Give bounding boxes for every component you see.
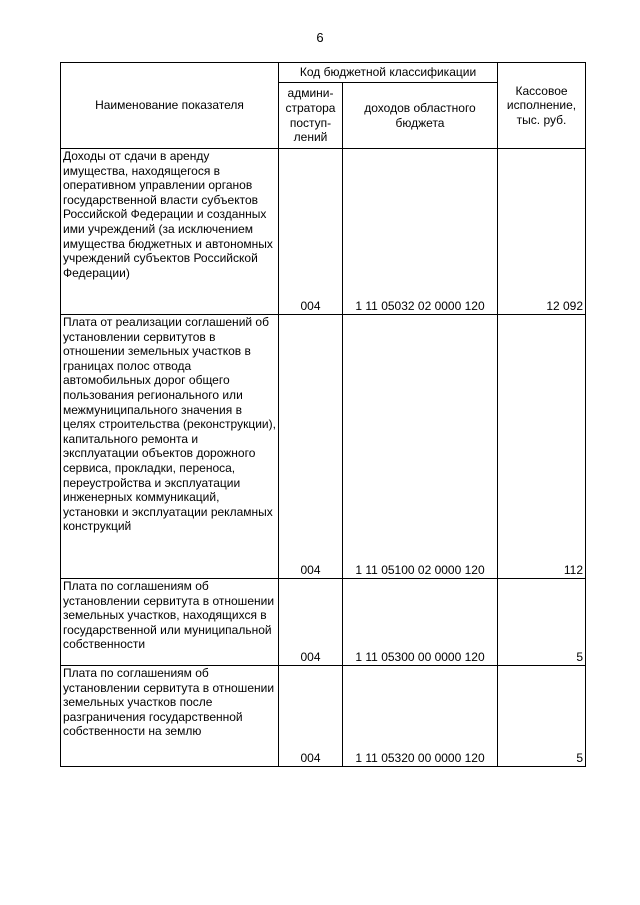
- table-body: [61, 149, 586, 767]
- row-indicator-name: Плата по соглашениям об установлении сервитута в отношении земельных участков, находящихся в государственной или муниципальной собственности: [61, 579, 279, 666]
- table-row: [61, 315, 586, 579]
- budget-revenue-table: [60, 62, 586, 767]
- header-indicator-name: Наименование показателя: [61, 63, 279, 149]
- row-administrator-code: 004: [279, 315, 343, 579]
- table-row: [61, 666, 586, 767]
- row-administrator-code: 004: [279, 149, 343, 315]
- header-regional-budget-revenue: доходов областного бюджета: [343, 83, 498, 149]
- table-header: [61, 63, 586, 149]
- header-budget-classification-code: Код бюджетной классификации: [279, 63, 498, 83]
- header-cash-execution: Кассовое исполнение, тыс. руб.: [498, 63, 586, 149]
- row-cash-execution: 5: [498, 579, 586, 666]
- row-indicator-name: Доходы от сдачи в аренду имущества, находящегося в оперативном управлении органов государственной власти субъектов Российской Федерации и созданных ими учреждений (за исключением имущества бюджетных и автономных учреждений субъектов Российской Федерации): [61, 149, 279, 315]
- row-cash-execution: 5: [498, 666, 586, 767]
- row-administrator-code: 004: [279, 666, 343, 767]
- page-number: 6: [316, 30, 324, 45]
- row-indicator-name: Плата от реализации соглашений об установлении сервитутов в отношении земельных участков в границах полос отвода автомобильных дорог общего пользования регионального или межмуниципального значения в целях строительства (реконструкции), капитального ремонта и эксплуатации объектов дорожного сервиса, прокладки, переноса, переустройства и эксплуатации инженерных коммуникаций, установки и эксплуатации рекламных конструкций: [61, 315, 279, 579]
- row-administrator-code: 004: [279, 579, 343, 666]
- row-revenue-code: 1 11 05320 00 0000 120: [343, 666, 498, 767]
- row-cash-execution: 112: [498, 315, 586, 579]
- row-cash-execution: 12 092: [498, 149, 586, 315]
- header-row-top: [61, 63, 586, 83]
- row-revenue-code: 1 11 05032 02 0000 120: [343, 149, 498, 315]
- row-revenue-code: 1 11 05100 02 0000 120: [343, 315, 498, 579]
- header-revenue-administrator: админи-стратора поступ-лений: [279, 83, 343, 149]
- table-row: [61, 149, 586, 315]
- table-row: [61, 579, 586, 666]
- row-indicator-name: Плата по соглашениям об установлении сервитута в отношении земельных участков после разграничения государственной собственности на землю: [61, 666, 279, 767]
- row-revenue-code: 1 11 05300 00 0000 120: [343, 579, 498, 666]
